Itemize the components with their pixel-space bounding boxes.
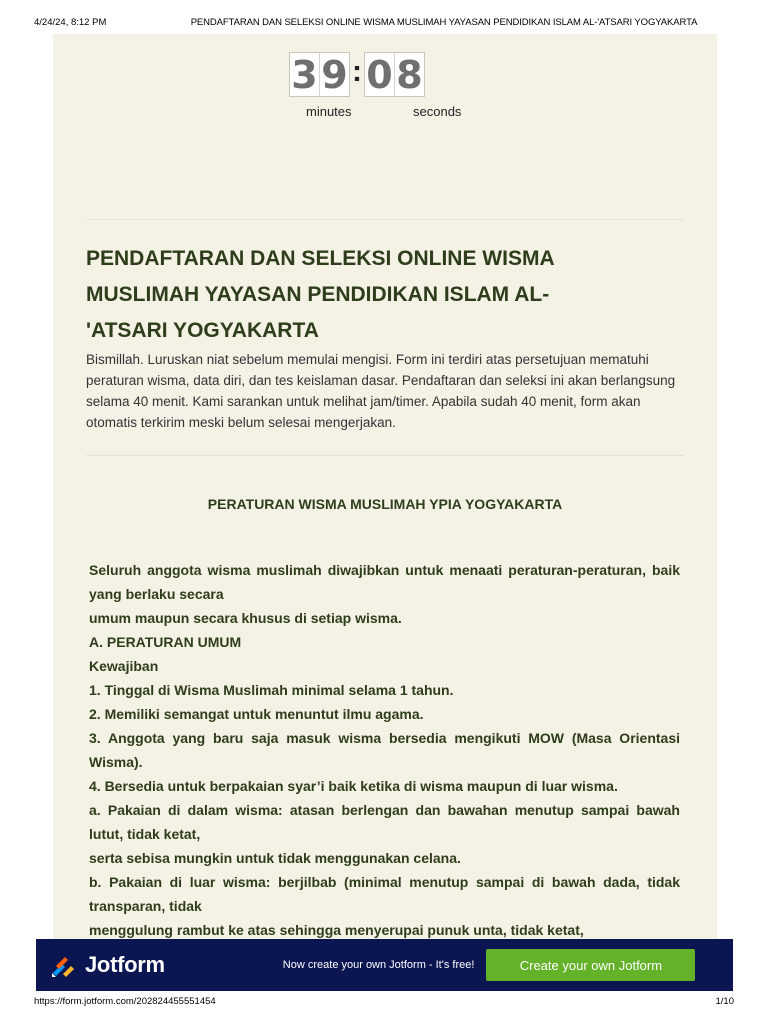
rules-heading-general: A. PERATURAN UMUM [89, 634, 242, 650]
countdown-timer [289, 52, 425, 97]
rules-item: 2. Memiliki semangat untuk menuntut ilmu agama. [89, 706, 424, 722]
print-date: 4/24/24, 8:12 PM [34, 17, 107, 28]
divider-top [86, 219, 684, 220]
rules-item: menggulung rambut ke atas sehingga menyerupai punuk unta, tidak ketat, [89, 922, 584, 938]
rules-item: 3. Anggota yang baru saja masuk wisma bersedia mengikuti MOW (Masa Orientasi Wisma). [89, 730, 680, 770]
divider-middle [86, 455, 684, 456]
seconds-digit-1: 0 [365, 53, 395, 96]
rules-item: 4. Bersedia untuk berpakaian syar’i baik ketika di wisma maupun di luar wisma. [89, 778, 618, 794]
timer-separator: : [352, 55, 362, 88]
minutes-digit-1: 3 [290, 53, 320, 96]
rules-text [89, 558, 680, 939]
print-url: https://form.jotform.com/202824455551454 [34, 996, 216, 1007]
seconds-display [364, 52, 425, 97]
minutes-display [289, 52, 350, 97]
minutes-digit-2: 9 [321, 53, 348, 97]
jotform-logo-link[interactable] [50, 952, 165, 978]
print-doc-title: PENDAFTARAN DAN SELEKSI ONLINE WISMA MUSLIMAH YAYASAN PENDIDIKAN ISLAM AL-'ATSARI YOGYAKARTA [190, 17, 698, 28]
rules-item: serta sebisa mungkin untuk tidak menggunakan celana. [89, 850, 461, 866]
jotform-promo-bar [36, 939, 733, 991]
form-title: PENDAFTARAN DAN SELEKSI ONLINE WISMA MUSLIMAH YAYASAN PENDIDIKAN ISLAM AL-'ATSARI YOGYAKARTA [86, 247, 554, 342]
rules-item: a. Pakaian di dalam wisma: atasan berlengan dan bawahan menutup sampai bawah lutut, tidak ketat, [89, 802, 680, 842]
print-footer [34, 996, 734, 1010]
rules-item: 1. Tinggal di Wisma Muslimah minimal selama 1 tahun. [89, 682, 454, 698]
create-jotform-button[interactable]: Create your own Jotform [486, 949, 695, 981]
jotform-tagline: Now create your own Jotform - It's free! [282, 959, 475, 971]
jotform-logo-icon [50, 952, 76, 978]
rules-paragraph: umum maupun secara khusus di setiap wisma. [89, 610, 402, 626]
form-description: Bismillah. Luruskan niat sebelum memulai mengisi. Form ini terdiri atas persetujuan mematuhi peraturan wisma, data diri, dan tes keislaman dasar. Pendaftaran dan seleksi ini akan berlangsung selama 40 menit. Kami sarankan untuk melihat jam/timer. Apabila sudah 40 menit, form akan otomatis terkirim meski belum selesai mengerjakan. [86, 352, 676, 430]
seconds-digit-2: 8 [396, 53, 423, 97]
print-header [34, 17, 734, 31]
minutes-label: minutes [306, 104, 352, 119]
print-page-number: 1/10 [715, 996, 734, 1007]
form-card [53, 34, 717, 939]
section-title: PERATURAN WISMA MUSLIMAH YPIA YOGYAKARTA [207, 496, 563, 512]
seconds-label: seconds [413, 104, 462, 119]
rules-paragraph: Seluruh anggota wisma muslimah diwajibkan untuk menaati peraturan-peraturan, baik yang berlaku secara [89, 562, 680, 602]
rules-subheading-obligations: Kewajiban [89, 658, 159, 674]
jotform-wordmark: Jotform [85, 952, 165, 977]
rules-item: b. Pakaian di luar wisma: berjilbab (minimal menutup sampai di bawah dada, tidak transparan, tidak [89, 874, 680, 914]
